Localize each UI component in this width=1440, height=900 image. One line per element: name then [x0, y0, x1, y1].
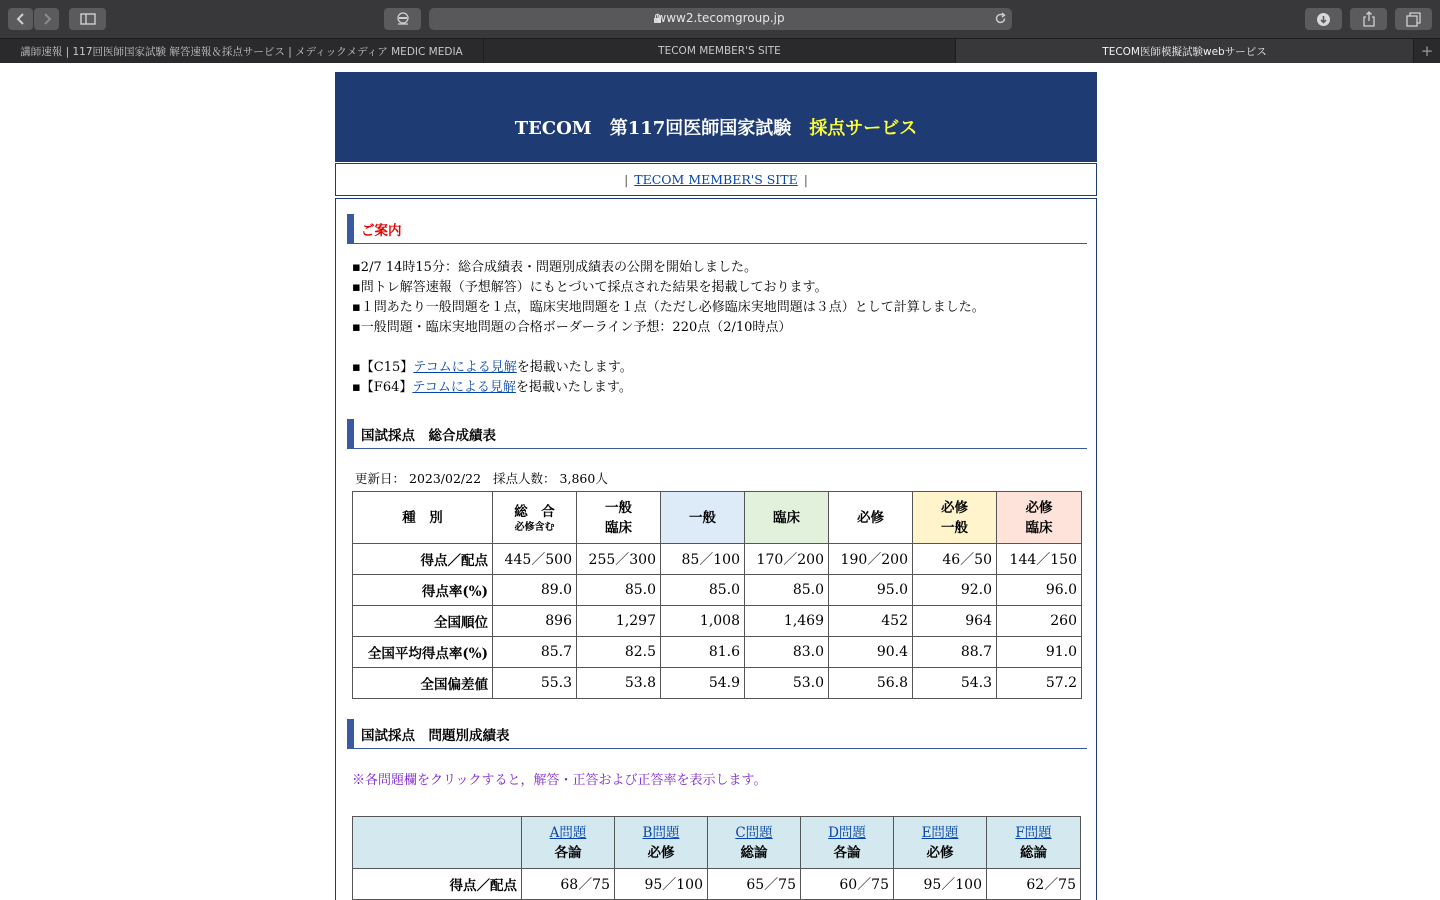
address-bar[interactable] — [429, 8, 1012, 30]
guide-item-prefix: ▪【C15】 — [352, 360, 414, 375]
guide-items — [352, 358, 1072, 398]
main-panel — [335, 198, 1097, 900]
problem-link[interactable]: A問題 — [549, 824, 587, 841]
table-cell: 82.5 — [577, 637, 661, 668]
table-row — [353, 544, 1082, 575]
privacy-shield-icon — [395, 12, 411, 26]
browser-toolbar — [0, 0, 1440, 38]
table-row — [353, 869, 1081, 900]
notice-line: ▪問トレ解答速報（予想解答）にもとづいて採点された結果を掲載しております。 — [352, 280, 828, 295]
table-cell: 89.0 — [493, 575, 577, 606]
header-required-clinical — [997, 492, 1082, 544]
chevron-right-icon — [42, 12, 52, 26]
header-line: 臨床 — [1025, 519, 1053, 536]
reload-icon[interactable] — [994, 12, 1007, 25]
table-cell: 85.7 — [493, 637, 577, 668]
table-cell: 85／100 — [661, 544, 745, 575]
header-total-label: 総 合 — [514, 503, 555, 520]
table-cell: 95.0 — [829, 575, 913, 606]
table-cell: 255／300 — [577, 544, 661, 575]
table-cell: 81.6 — [661, 637, 745, 668]
table-cell: 85.0 — [745, 575, 829, 606]
table-cell: 1,297 — [577, 606, 661, 637]
table-cell: 90.4 — [829, 637, 913, 668]
tab-tecom-web-service[interactable]: TECOM医師模擬試験webサービス — [956, 39, 1414, 63]
table-cell: 85.0 — [577, 575, 661, 606]
tab-medic-media[interactable]: 講師速報 | 117回医師国家試験 解答速報＆採点サービス | メディックメディア MEDIC MEDIA — [0, 39, 484, 63]
row-label: 全国順位 — [353, 606, 493, 637]
guide-item-c15 — [352, 358, 1072, 378]
problems-table — [352, 816, 1081, 900]
problem-link[interactable]: D問題 — [828, 824, 866, 841]
tab-overview-button[interactable] — [1395, 8, 1432, 30]
table-cell: 1,008 — [661, 606, 745, 637]
table-cell: 96.0 — [997, 575, 1082, 606]
table-cell: 260 — [997, 606, 1082, 637]
header-line: 一般 — [941, 519, 968, 536]
download-icon — [1316, 12, 1331, 27]
problem-category: 総論 — [1020, 844, 1047, 861]
tecom-opinion-link-f64[interactable]: テコムによる見解 — [412, 380, 516, 395]
header-general-clinical — [577, 492, 661, 544]
table-cell: 170／200 — [745, 544, 829, 575]
table-cell: 54.9 — [661, 668, 745, 699]
header-line: 一般 — [605, 499, 632, 516]
share-button[interactable] — [1350, 8, 1387, 30]
table-cell: 92.0 — [913, 575, 997, 606]
update-date: 2023/02/22 — [409, 471, 482, 486]
row-label: 得点／配点 — [353, 544, 493, 575]
guide-item-suffix: を掲載いたします。 — [516, 360, 633, 375]
tab-tecom-member[interactable]: TECOM MEMBER'S SITE — [484, 39, 956, 63]
table-cell: 55.3 — [493, 668, 577, 699]
back-button[interactable] — [8, 8, 33, 30]
table-cell: 54.3 — [913, 668, 997, 699]
forward-button[interactable] — [34, 8, 59, 30]
notice-line: ▪2/7 14時15分：総合成績表・問題別成績表の公開を開始しました。 — [352, 260, 757, 275]
header-total — [493, 492, 577, 544]
problem-category: 総論 — [740, 844, 768, 861]
table-cell: 56.8 — [829, 668, 913, 699]
table-cell: 445／500 — [493, 544, 577, 575]
row-label: 全国偏差値 — [353, 668, 493, 699]
table-row — [353, 668, 1082, 699]
sidebar-icon — [80, 13, 96, 25]
problem-column-header[interactable] — [615, 817, 708, 869]
table-cell: 88.7 — [913, 637, 997, 668]
share-icon — [1362, 11, 1376, 27]
tabs-icon — [1406, 12, 1421, 27]
guide-item-prefix: ▪【F64】 — [352, 380, 413, 395]
header-line: 臨床 — [605, 519, 632, 536]
table-cell: 53.0 — [745, 668, 829, 699]
banner-title: TECOM 第117回医師国家試験 — [514, 118, 792, 139]
member-nav — [335, 163, 1097, 196]
table-cell[interactable]: 95／100 — [894, 869, 987, 900]
guide-notices — [352, 258, 1072, 338]
chevron-left-icon — [16, 12, 26, 26]
tecom-opinion-link-c15[interactable]: テコムによる見解 — [413, 360, 517, 375]
summary-table — [352, 491, 1082, 699]
new-tab-button[interactable]: + — [1420, 42, 1434, 60]
table-cell[interactable]: 60／75 — [801, 869, 894, 900]
table-cell: 53.8 — [577, 668, 661, 699]
problem-link[interactable]: C問題 — [735, 824, 773, 841]
row-label: 全国平均得点率(%) — [353, 637, 493, 668]
privacy-report-button[interactable] — [384, 8, 421, 30]
notice-line: ▪一般問題・臨床実地問題の合格ボーダーライン予想：220点（2/10時点） — [352, 320, 792, 335]
row-label: 得点／配点 — [353, 869, 522, 900]
nav-separator: | — [803, 172, 808, 187]
table-cell: 144／150 — [997, 544, 1082, 575]
problems-heading: 国試採点 問題別成績表 — [347, 719, 1087, 749]
problem-link[interactable]: E問題 — [921, 824, 959, 841]
summary-heading: 国試採点 総合成績表 — [347, 419, 1087, 449]
downloads-button[interactable] — [1305, 8, 1342, 30]
table-cell: 190／200 — [829, 544, 913, 575]
nav-separator: | — [624, 172, 629, 187]
tab-bar — [0, 38, 1440, 63]
guide-item-f64 — [352, 378, 1072, 398]
table-cell: 91.0 — [997, 637, 1082, 668]
row-label: 得点率(%) — [353, 575, 493, 606]
table-cell: 452 — [829, 606, 913, 637]
problem-column-header[interactable] — [894, 817, 987, 869]
problem-category: 必修 — [926, 844, 954, 861]
notice-line: ▪１問あたり一般問題を１点，臨床実地問題を１点（ただし必修臨床実地問題は３点）として計算しました。 — [352, 300, 985, 315]
problem-category: 各論 — [833, 844, 861, 861]
problem-column-header[interactable] — [708, 817, 801, 869]
member-site-link[interactable]: TECOM MEMBER'S SITE — [634, 172, 798, 187]
problem-column-header[interactable] — [522, 817, 615, 869]
update-label: 更新日： — [355, 471, 406, 486]
url-text: www2.tecomgroup.jp — [656, 11, 785, 25]
page-banner — [335, 72, 1097, 162]
table-cell[interactable]: 95／100 — [615, 869, 708, 900]
count-label: 採点人数： — [493, 471, 556, 486]
problem-link[interactable]: F問題 — [1015, 824, 1052, 841]
table-cell: 85.0 — [661, 575, 745, 606]
count-value: 3,860人 — [559, 471, 608, 486]
header-general: 一般 — [661, 492, 745, 544]
guide-item-suffix: を掲載いたします。 — [515, 380, 632, 395]
table-row — [353, 606, 1082, 637]
problem-column-header[interactable] — [987, 817, 1081, 869]
header-clinical: 臨床 — [745, 492, 829, 544]
table-cell[interactable]: 62／75 — [987, 869, 1081, 900]
problem-column-header[interactable] — [801, 817, 894, 869]
table-cell: 896 — [493, 606, 577, 637]
header-required-general — [913, 492, 997, 544]
header-line: 必修 — [1025, 499, 1053, 516]
table-cell[interactable]: 65／75 — [708, 869, 801, 900]
table-cell[interactable]: 68／75 — [522, 869, 615, 900]
table-cell: 964 — [913, 606, 997, 637]
guide-heading: ご案内 — [347, 214, 1087, 244]
table-cell: 83.0 — [745, 637, 829, 668]
problem-link[interactable]: B問題 — [642, 824, 680, 841]
header-required: 必修 — [829, 492, 913, 544]
header-line: 必修 — [941, 499, 968, 516]
problem-category: 各論 — [554, 844, 582, 861]
table-cell: 57.2 — [997, 668, 1082, 699]
problems-note: ※各問題欄をクリックすると，解答・正答および正答率を表示します。 — [352, 773, 767, 788]
problems-corner — [353, 817, 522, 869]
table-cell: 46／50 — [913, 544, 997, 575]
table-row — [353, 575, 1082, 606]
problem-category: 必修 — [647, 844, 675, 861]
header-kind: 種 別 — [353, 492, 493, 544]
summary-meta — [355, 469, 608, 487]
table-row — [353, 637, 1082, 668]
sidebar-toggle-button[interactable] — [69, 8, 106, 30]
header-total-sub: 必修含む — [514, 521, 555, 533]
table-cell: 1,469 — [745, 606, 829, 637]
banner-accent: 採点サービス — [809, 118, 918, 139]
